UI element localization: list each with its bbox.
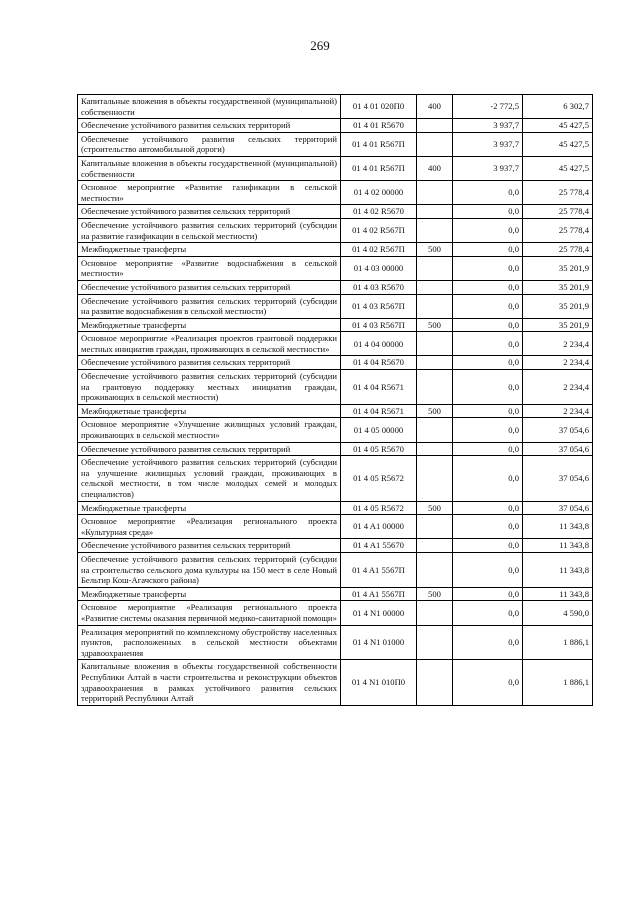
row-expense-type-cell: 500 xyxy=(417,404,453,418)
table-row xyxy=(78,601,593,625)
row-change-cell: 0,0 xyxy=(453,370,523,405)
row-code-cell: 01 4 03 00000 xyxy=(341,256,417,280)
row-name-cell: Межбюджетные трансферты xyxy=(78,404,341,418)
row-code-cell: 01 4 A1 5567П xyxy=(341,552,417,587)
table-row xyxy=(78,660,593,705)
row-code-cell: 01 4 A1 55670 xyxy=(341,539,417,553)
row-expense-type-cell xyxy=(417,181,453,205)
row-code-cell: 01 4 02 R567П xyxy=(341,218,417,242)
row-total-cell: 35 201,9 xyxy=(523,294,593,318)
row-name-cell: Обеспечение устойчивого развития сельских территорий (субсидии на грантовую поддержку местных инициатив граждан, проживающих в сельской местности) xyxy=(78,370,341,405)
row-total-cell: 45 427,5 xyxy=(523,132,593,156)
row-expense-type-cell xyxy=(417,205,453,219)
row-expense-type-cell xyxy=(417,119,453,133)
row-name-cell: Капитальные вложения в объекты государственной (муниципальной) собственности xyxy=(78,95,341,119)
page-number: 269 xyxy=(310,38,330,53)
row-total-cell: 45 427,5 xyxy=(523,156,593,180)
row-change-cell: 3 937,7 xyxy=(453,132,523,156)
table-row xyxy=(78,370,593,405)
row-expense-type-cell: 400 xyxy=(417,156,453,180)
row-name-cell: Капитальные вложения в объекты государственной (муниципальной) собственности xyxy=(78,156,341,180)
row-change-cell: 0,0 xyxy=(453,332,523,356)
row-name-cell: Обеспечение устойчивого развития сельских территорий xyxy=(78,280,341,294)
row-code-cell: 01 4 N1 01000 xyxy=(341,625,417,660)
row-name-cell: Основное мероприятие «Развитие газификации в сельской местности» xyxy=(78,181,341,205)
row-name-cell: Основное мероприятие «Реализация проектов грантовой поддержки местных инициатив граждан, проживающих в сельской местности» xyxy=(78,332,341,356)
row-total-cell: 25 778,4 xyxy=(523,181,593,205)
row-total-cell: 2 234,4 xyxy=(523,356,593,370)
row-total-cell: 35 201,9 xyxy=(523,280,593,294)
row-total-cell: 37 054,6 xyxy=(523,442,593,456)
table-row xyxy=(78,418,593,442)
row-change-cell: 0,0 xyxy=(453,256,523,280)
row-name-cell: Реализация мероприятий по комплексному обустройству населенных пунктов, расположенных в сельской местности объектами здравоохранения xyxy=(78,625,341,660)
row-total-cell: 11 343,8 xyxy=(523,515,593,539)
row-code-cell: 01 4 02 00000 xyxy=(341,181,417,205)
table-row xyxy=(78,404,593,418)
table-row xyxy=(78,515,593,539)
table-row xyxy=(78,539,593,553)
row-code-cell: 01 4 04 R5670 xyxy=(341,356,417,370)
row-change-cell: 0,0 xyxy=(453,404,523,418)
row-code-cell: 01 4 05 R5670 xyxy=(341,442,417,456)
row-name-cell: Капитальные вложения в объекты государственной собственности Республики Алтай в части строительства и реконструкции объектов здравоохранения в рамках устойчивого развития сельских территорий Республики Алтай xyxy=(78,660,341,705)
row-code-cell: 01 4 04 00000 xyxy=(341,332,417,356)
row-change-cell: 3 937,7 xyxy=(453,156,523,180)
budget-table xyxy=(77,94,593,706)
table-row xyxy=(78,456,593,501)
row-expense-type-cell: 500 xyxy=(417,243,453,257)
table-row xyxy=(78,218,593,242)
row-code-cell: 01 4 03 R567П xyxy=(341,318,417,332)
row-expense-type-cell xyxy=(417,280,453,294)
row-change-cell: 0,0 xyxy=(453,318,523,332)
row-change-cell: 0,0 xyxy=(453,552,523,587)
row-name-cell: Основное мероприятие «Улучшение жилищных условий граждан, проживающих в сельской местности» xyxy=(78,418,341,442)
row-expense-type-cell xyxy=(417,332,453,356)
table-row xyxy=(78,625,593,660)
row-code-cell: 01 4 04 R5671 xyxy=(341,370,417,405)
row-name-cell: Обеспечение устойчивого развития сельских территорий (субсидии на строительство сельского дома культуры на 150 мест в селе Новый Бельтир Кош-Агачского района) xyxy=(78,552,341,587)
row-code-cell: 01 4 05 R5672 xyxy=(341,501,417,515)
row-total-cell: 2 234,4 xyxy=(523,332,593,356)
table-row xyxy=(78,119,593,133)
table-row xyxy=(78,442,593,456)
row-change-cell: 0,0 xyxy=(453,356,523,370)
row-total-cell: 11 343,8 xyxy=(523,587,593,601)
row-code-cell: 01 4 A1 00000 xyxy=(341,515,417,539)
row-name-cell: Межбюджетные трансферты xyxy=(78,501,341,515)
row-code-cell: 01 4 03 R5670 xyxy=(341,280,417,294)
row-change-cell: -2 772,5 xyxy=(453,95,523,119)
table-row xyxy=(78,132,593,156)
row-expense-type-cell xyxy=(417,256,453,280)
row-expense-type-cell xyxy=(417,601,453,625)
row-name-cell: Межбюджетные трансферты xyxy=(78,587,341,601)
row-name-cell: Основное мероприятие «Реализация регионального проекта «Культурная среда» xyxy=(78,515,341,539)
table-row xyxy=(78,332,593,356)
row-name-cell: Основное мероприятие «Развитие водоснабжения в сельской местности» xyxy=(78,256,341,280)
row-expense-type-cell xyxy=(417,418,453,442)
row-name-cell: Обеспечение устойчивого развития сельских территорий xyxy=(78,539,341,553)
row-code-cell: 01 4 01 R567П xyxy=(341,156,417,180)
row-name-cell: Обеспечение устойчивого развития сельских территорий xyxy=(78,205,341,219)
row-code-cell: 01 4 02 R567П xyxy=(341,243,417,257)
row-change-cell: 0,0 xyxy=(453,625,523,660)
row-expense-type-cell xyxy=(417,456,453,501)
row-code-cell: 01 4 03 R567П xyxy=(341,294,417,318)
row-change-cell: 0,0 xyxy=(453,601,523,625)
row-code-cell: 01 4 01 R567П xyxy=(341,132,417,156)
table-row xyxy=(78,280,593,294)
row-expense-type-cell: 500 xyxy=(417,501,453,515)
table-row xyxy=(78,318,593,332)
row-expense-type-cell xyxy=(417,218,453,242)
row-total-cell: 6 302,7 xyxy=(523,95,593,119)
row-change-cell: 0,0 xyxy=(453,539,523,553)
row-code-cell: 01 4 01 R5670 xyxy=(341,119,417,133)
table-row xyxy=(78,243,593,257)
row-name-cell: Межбюджетные трансферты xyxy=(78,243,341,257)
row-total-cell: 35 201,9 xyxy=(523,318,593,332)
row-expense-type-cell: 500 xyxy=(417,587,453,601)
row-code-cell: 01 4 05 00000 xyxy=(341,418,417,442)
row-expense-type-cell xyxy=(417,539,453,553)
row-code-cell: 01 4 05 R5672 xyxy=(341,456,417,501)
row-name-cell: Обеспечение устойчивого развития сельских территорий (субсидии на развитие водоснабжения в сельской местности) xyxy=(78,294,341,318)
row-total-cell: 37 054,6 xyxy=(523,418,593,442)
row-name-cell: Обеспечение устойчивого развития сельских территорий (строительство автомобильной дороги) xyxy=(78,132,341,156)
row-change-cell: 0,0 xyxy=(453,205,523,219)
table-row xyxy=(78,552,593,587)
row-total-cell: 1 886,1 xyxy=(523,660,593,705)
row-code-cell: 01 4 04 R5671 xyxy=(341,404,417,418)
row-change-cell: 0,0 xyxy=(453,294,523,318)
row-change-cell: 0,0 xyxy=(453,243,523,257)
row-total-cell: 25 778,4 xyxy=(523,218,593,242)
row-change-cell: 0,0 xyxy=(453,501,523,515)
table-row xyxy=(78,181,593,205)
table-row xyxy=(78,95,593,119)
table-row xyxy=(78,587,593,601)
row-expense-type-cell xyxy=(417,660,453,705)
row-name-cell: Обеспечение устойчивого развития сельских территорий xyxy=(78,119,341,133)
row-total-cell: 35 201,9 xyxy=(523,256,593,280)
table-row xyxy=(78,356,593,370)
row-total-cell: 37 054,6 xyxy=(523,501,593,515)
row-name-cell: Обеспечение устойчивого развития сельских территорий (субсидии на улучшение жилищных условий граждан, проживающих в сельской местности, в том числе молодых семей и молодых специалистов) xyxy=(78,456,341,501)
row-name-cell: Межбюджетные трансферты xyxy=(78,318,341,332)
row-change-cell: 0,0 xyxy=(453,442,523,456)
row-expense-type-cell xyxy=(417,442,453,456)
table-row xyxy=(78,205,593,219)
row-change-cell: 0,0 xyxy=(453,660,523,705)
row-code-cell: 01 4 01 020П0 xyxy=(341,95,417,119)
row-expense-type-cell xyxy=(417,370,453,405)
row-name-cell: Обеспечение устойчивого развития сельских территорий xyxy=(78,356,341,370)
row-change-cell: 0,0 xyxy=(453,218,523,242)
row-total-cell: 1 886,1 xyxy=(523,625,593,660)
table-row xyxy=(78,294,593,318)
row-change-cell: 3 937,7 xyxy=(453,119,523,133)
row-expense-type-cell xyxy=(417,132,453,156)
row-expense-type-cell xyxy=(417,356,453,370)
budget-table-body xyxy=(78,95,593,706)
table-row xyxy=(78,156,593,180)
row-name-cell: Обеспечение устойчивого развития сельских территорий (субсидии на развитие газификации в сельской местности) xyxy=(78,218,341,242)
row-total-cell: 45 427,5 xyxy=(523,119,593,133)
row-code-cell: 01 4 02 R5670 xyxy=(341,205,417,219)
row-expense-type-cell xyxy=(417,552,453,587)
row-change-cell: 0,0 xyxy=(453,456,523,501)
row-change-cell: 0,0 xyxy=(453,280,523,294)
row-change-cell: 0,0 xyxy=(453,515,523,539)
row-code-cell: 01 4 N1 010П0 xyxy=(341,660,417,705)
row-total-cell: 2 234,4 xyxy=(523,404,593,418)
row-name-cell: Обеспечение устойчивого развития сельских территорий xyxy=(78,442,341,456)
row-expense-type-cell: 500 xyxy=(417,318,453,332)
row-expense-type-cell: 400 xyxy=(417,95,453,119)
row-total-cell: 2 234,4 xyxy=(523,370,593,405)
table-row xyxy=(78,501,593,515)
row-code-cell: 01 4 A1 5567П xyxy=(341,587,417,601)
row-name-cell: Основное мероприятие «Реализация регионального проекта «Развитие системы оказания первичной медико-санитарной помощи» xyxy=(78,601,341,625)
row-total-cell: 37 054,6 xyxy=(523,456,593,501)
row-code-cell: 01 4 N1 00000 xyxy=(341,601,417,625)
row-expense-type-cell xyxy=(417,625,453,660)
row-total-cell: 11 343,8 xyxy=(523,539,593,553)
row-expense-type-cell xyxy=(417,515,453,539)
row-total-cell: 25 778,4 xyxy=(523,205,593,219)
row-change-cell: 0,0 xyxy=(453,418,523,442)
row-total-cell: 4 590,0 xyxy=(523,601,593,625)
table-row xyxy=(78,256,593,280)
row-expense-type-cell xyxy=(417,294,453,318)
row-total-cell: 11 343,8 xyxy=(523,552,593,587)
row-change-cell: 0,0 xyxy=(453,587,523,601)
row-change-cell: 0,0 xyxy=(453,181,523,205)
row-total-cell: 25 778,4 xyxy=(523,243,593,257)
